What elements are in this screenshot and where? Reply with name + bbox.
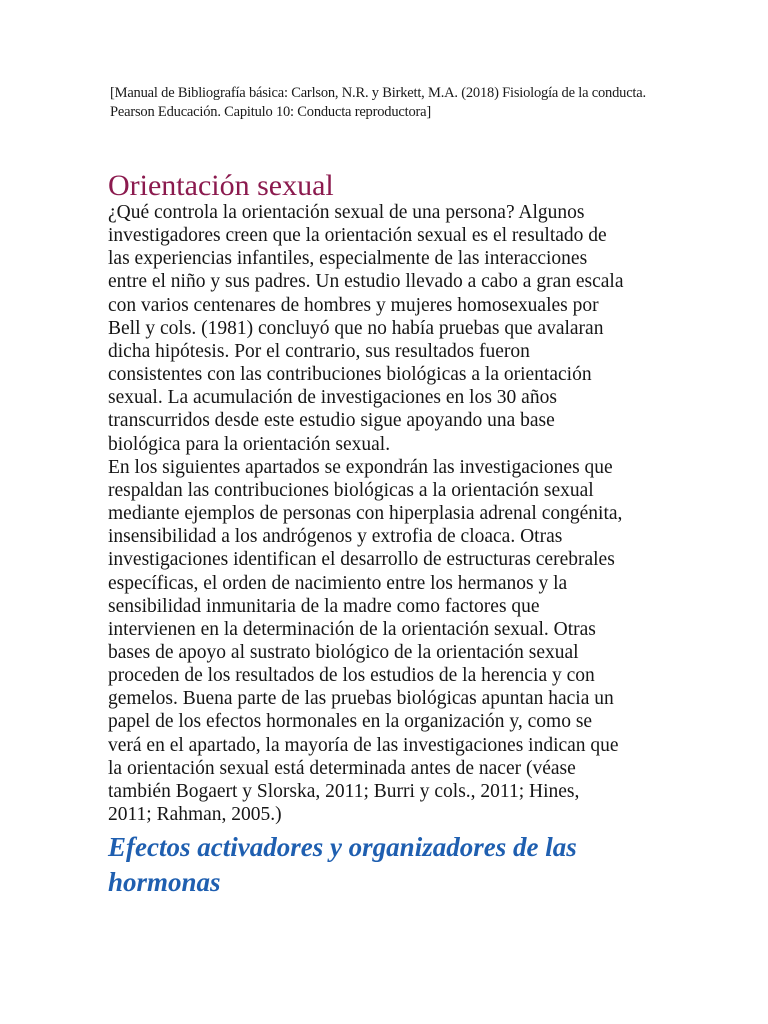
text-line: específicas, el orden de nacimiento entre los hermanos y la	[108, 572, 568, 594]
section-title: Orientación sexual	[108, 169, 334, 202]
text-line: bases de apoyo al sustrato biológico de la orientación sexual	[108, 641, 579, 663]
text-line: 2011; Rahman, 2005.)	[108, 804, 282, 826]
citation-note	[110, 84, 670, 122]
text-line: investigadores creen que la orientación sexual es el resultado de	[108, 225, 607, 247]
text-line: mediante ejemplos de personas con hiperplasia adrenal congénita,	[108, 503, 623, 525]
body-paragraph	[108, 201, 668, 826]
text-line: gemelos. Buena parte de las pruebas biológicas apuntan hacia un	[108, 688, 614, 710]
text-line: Bell y cols. (1981) concluyó que no había pruebas que avalaran	[108, 317, 604, 339]
text-line: dicha hipótesis. Por el contrario, sus resultados fueron	[108, 340, 530, 362]
text-line: sensibilidad inmunitaria de la madre como factores que	[108, 595, 540, 617]
text-line: ¿Qué controla la orientación sexual de una persona? Algunos	[108, 202, 585, 223]
text-line: papel de los efectos hormonales en la organización y, como se	[108, 711, 593, 733]
text-line: En los siguientes apartados se expondrán las investigaciones que	[108, 456, 613, 478]
text-line: insensibilidad a los andrógenos y extrofia de cloaca. Otras	[108, 526, 563, 548]
text-line: biológica para la orientación sexual.	[108, 433, 391, 455]
text-line: la orientación sexual está determinada antes de nacer (véase	[108, 757, 576, 779]
subsection-heading	[108, 830, 577, 900]
citation-line: [Manual de Bibliografía básica: Carlson, N.R. y Birkett, M.A. (2018) Fisiología de la conducta.	[110, 85, 646, 101]
text-line: las experiencias infantiles, especialmente de las interacciones	[108, 248, 588, 270]
text-line: consistentes con las contribuciones biológicas a la orientación	[108, 364, 592, 386]
text-line: con varios centenares de hombres y mujeres homosexuales por	[108, 294, 599, 316]
citation-line: Pearson Educación. Capitulo 10: Conducta reproductora]	[110, 104, 431, 120]
text-line: respaldan las contribuciones biológicas a la orientación sexual	[108, 479, 594, 501]
text-line: investigaciones identifican el desarrollo de estructuras cerebrales	[108, 549, 615, 571]
text-line: verá en el apartado, la mayoría de las investigaciones indican que	[108, 734, 619, 756]
text-line: transcurridos desde este estudio sigue apoyando una base	[108, 410, 555, 432]
text-line: entre el niño y sus padres. Un estudio llevado a cabo a gran escala	[108, 271, 624, 293]
text-line: intervienen en la determinación de la orientación sexual. Otras	[108, 618, 596, 640]
text-line: proceden de los resultados de los estudios de la herencia y con	[108, 665, 595, 687]
subheading-line: Efectos activadores y organizadores de las	[108, 832, 577, 862]
subheading-line: hormonas	[108, 867, 221, 897]
text-line: también Bogaert y Slorska, 2011; Burri y cols., 2011; Hines,	[108, 780, 580, 802]
text-line: sexual. La acumulación de investigaciones en los 30 años	[108, 387, 557, 409]
